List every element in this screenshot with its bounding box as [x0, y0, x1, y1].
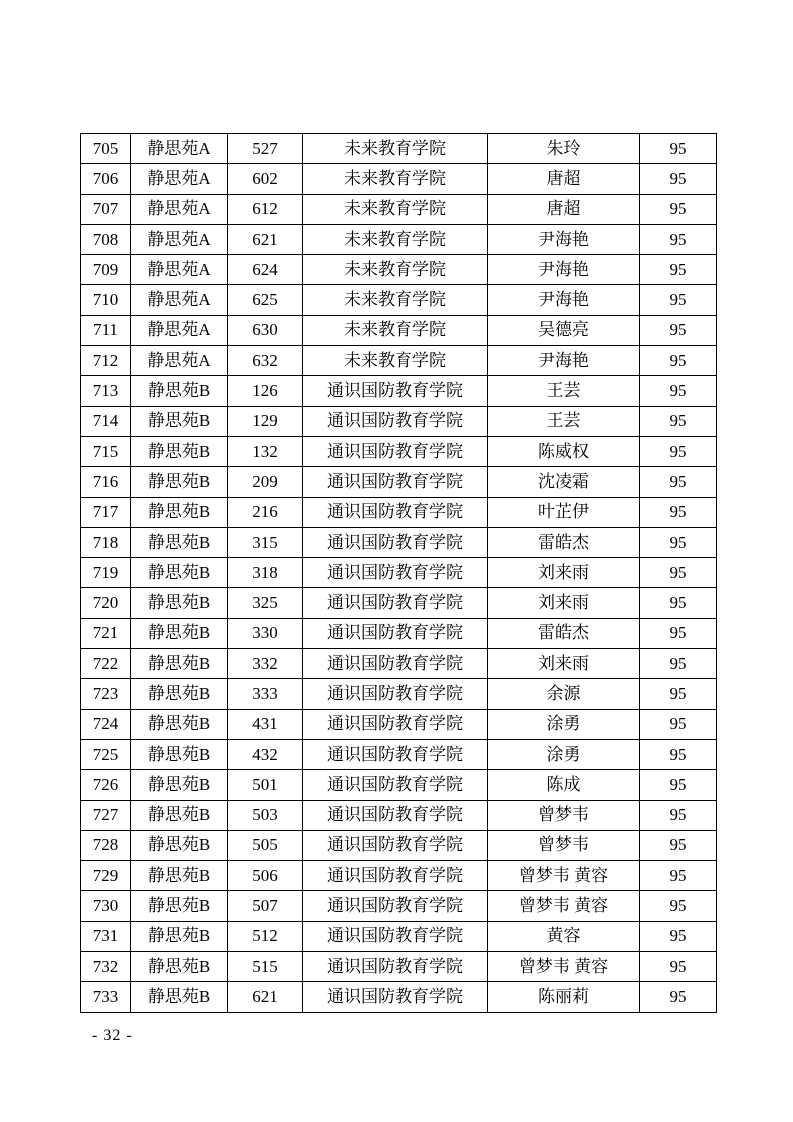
- score-cell: 95: [640, 497, 717, 527]
- responsible-person-cell: 曾梦韦 黄容: [488, 891, 640, 921]
- dormitory-score-table: [80, 133, 717, 1013]
- row-number-cell: 731: [81, 921, 131, 951]
- responsible-person-cell: 朱玲: [488, 134, 640, 164]
- responsible-person-cell: 陈威权: [488, 436, 640, 466]
- score-cell: 95: [640, 952, 717, 982]
- room-number-cell: 432: [228, 739, 303, 769]
- table-row: [81, 618, 717, 648]
- table-row: [81, 406, 717, 436]
- building-cell: 静思苑B: [131, 558, 228, 588]
- building-cell: 静思苑A: [131, 164, 228, 194]
- table-row: [81, 679, 717, 709]
- row-number-cell: 733: [81, 982, 131, 1012]
- room-number-cell: 512: [228, 921, 303, 951]
- building-cell: 静思苑B: [131, 830, 228, 860]
- table-row: [81, 709, 717, 739]
- responsible-person-cell: 曾梦韦: [488, 830, 640, 860]
- responsible-person-cell: 黄容: [488, 921, 640, 951]
- building-cell: 静思苑A: [131, 224, 228, 254]
- row-number-cell: 730: [81, 891, 131, 921]
- college-cell: 通识国防教育学院: [303, 982, 488, 1012]
- score-cell: 95: [640, 861, 717, 891]
- room-number-cell: 505: [228, 830, 303, 860]
- college-cell: 通识国防教育学院: [303, 497, 488, 527]
- college-cell: 通识国防教育学院: [303, 861, 488, 891]
- row-number-cell: 719: [81, 558, 131, 588]
- responsible-person-cell: 刘来雨: [488, 588, 640, 618]
- building-cell: 静思苑B: [131, 770, 228, 800]
- building-cell: 静思苑A: [131, 315, 228, 345]
- table-row: [81, 649, 717, 679]
- responsible-person-cell: 陈丽莉: [488, 982, 640, 1012]
- table-row: [81, 861, 717, 891]
- responsible-person-cell: 唐超: [488, 194, 640, 224]
- college-cell: 通识国防教育学院: [303, 830, 488, 860]
- building-cell: 静思苑B: [131, 376, 228, 406]
- college-cell: 通识国防教育学院: [303, 649, 488, 679]
- responsible-person-cell: 涂勇: [488, 739, 640, 769]
- college-cell: 通识国防教育学院: [303, 588, 488, 618]
- college-cell: 通识国防教育学院: [303, 770, 488, 800]
- college-cell: 通识国防教育学院: [303, 800, 488, 830]
- building-cell: 静思苑B: [131, 467, 228, 497]
- row-number-cell: 717: [81, 497, 131, 527]
- college-cell: 通识国防教育学院: [303, 921, 488, 951]
- table-row: [81, 285, 717, 315]
- college-cell: 通识国防教育学院: [303, 709, 488, 739]
- room-number-cell: 506: [228, 861, 303, 891]
- table-row: [81, 982, 717, 1012]
- row-number-cell: 720: [81, 588, 131, 618]
- college-cell: 通识国防教育学院: [303, 739, 488, 769]
- college-cell: 未来教育学院: [303, 224, 488, 254]
- score-cell: 95: [640, 679, 717, 709]
- score-cell: 95: [640, 285, 717, 315]
- score-cell: 95: [640, 618, 717, 648]
- row-number-cell: 708: [81, 224, 131, 254]
- score-cell: 95: [640, 830, 717, 860]
- row-number-cell: 713: [81, 376, 131, 406]
- building-cell: 静思苑B: [131, 891, 228, 921]
- building-cell: 静思苑B: [131, 649, 228, 679]
- college-cell: 通识国防教育学院: [303, 558, 488, 588]
- college-cell: 通识国防教育学院: [303, 436, 488, 466]
- building-cell: 静思苑B: [131, 406, 228, 436]
- responsible-person-cell: 王芸: [488, 376, 640, 406]
- responsible-person-cell: 尹海艳: [488, 224, 640, 254]
- table-row: [81, 952, 717, 982]
- building-cell: 静思苑B: [131, 679, 228, 709]
- room-number-cell: 129: [228, 406, 303, 436]
- score-cell: 95: [640, 800, 717, 830]
- room-number-cell: 216: [228, 497, 303, 527]
- room-number-cell: 625: [228, 285, 303, 315]
- row-number-cell: 728: [81, 830, 131, 860]
- college-cell: 通识国防教育学院: [303, 679, 488, 709]
- college-cell: 通识国防教育学院: [303, 891, 488, 921]
- room-number-cell: 612: [228, 194, 303, 224]
- building-cell: 静思苑B: [131, 709, 228, 739]
- table-row: [81, 891, 717, 921]
- score-cell: 95: [640, 709, 717, 739]
- room-number-cell: 621: [228, 224, 303, 254]
- table-row: [81, 527, 717, 557]
- college-cell: 未来教育学院: [303, 255, 488, 285]
- table-row: [81, 467, 717, 497]
- building-cell: 静思苑B: [131, 618, 228, 648]
- table-row: [81, 588, 717, 618]
- building-cell: 静思苑B: [131, 952, 228, 982]
- room-number-cell: 621: [228, 982, 303, 1012]
- responsible-person-cell: 唐超: [488, 164, 640, 194]
- college-cell: 未来教育学院: [303, 194, 488, 224]
- score-cell: 95: [640, 315, 717, 345]
- score-cell: 95: [640, 346, 717, 376]
- row-number-cell: 722: [81, 649, 131, 679]
- room-number-cell: 630: [228, 315, 303, 345]
- responsible-person-cell: 尹海艳: [488, 255, 640, 285]
- room-number-cell: 431: [228, 709, 303, 739]
- room-number-cell: 632: [228, 346, 303, 376]
- room-number-cell: 332: [228, 649, 303, 679]
- college-cell: 通识国防教育学院: [303, 952, 488, 982]
- table-row: [81, 830, 717, 860]
- building-cell: 静思苑B: [131, 921, 228, 951]
- row-number-cell: 712: [81, 346, 131, 376]
- responsible-person-cell: 曾梦韦: [488, 800, 640, 830]
- row-number-cell: 705: [81, 134, 131, 164]
- responsible-person-cell: 刘来雨: [488, 558, 640, 588]
- score-cell: 95: [640, 558, 717, 588]
- room-number-cell: 330: [228, 618, 303, 648]
- row-number-cell: 707: [81, 194, 131, 224]
- row-number-cell: 726: [81, 770, 131, 800]
- responsible-person-cell: 雷皓杰: [488, 527, 640, 557]
- responsible-person-cell: 尹海艳: [488, 346, 640, 376]
- table-row: [81, 376, 717, 406]
- room-number-cell: 501: [228, 770, 303, 800]
- room-number-cell: 602: [228, 164, 303, 194]
- score-cell: 95: [640, 649, 717, 679]
- room-number-cell: 315: [228, 527, 303, 557]
- table-row: [81, 315, 717, 345]
- score-cell: 95: [640, 588, 717, 618]
- row-number-cell: 732: [81, 952, 131, 982]
- table-row: [81, 739, 717, 769]
- row-number-cell: 709: [81, 255, 131, 285]
- college-cell: 通识国防教育学院: [303, 527, 488, 557]
- room-number-cell: 503: [228, 800, 303, 830]
- room-number-cell: 318: [228, 558, 303, 588]
- row-number-cell: 714: [81, 406, 131, 436]
- responsible-person-cell: 叶芷伊: [488, 497, 640, 527]
- building-cell: 静思苑B: [131, 436, 228, 466]
- row-number-cell: 725: [81, 739, 131, 769]
- row-number-cell: 718: [81, 527, 131, 557]
- building-cell: 静思苑A: [131, 194, 228, 224]
- row-number-cell: 706: [81, 164, 131, 194]
- score-cell: 95: [640, 770, 717, 800]
- table-row: [81, 497, 717, 527]
- table-row: [81, 194, 717, 224]
- row-number-cell: 727: [81, 800, 131, 830]
- table-row: [81, 164, 717, 194]
- score-cell: 95: [640, 467, 717, 497]
- responsible-person-cell: 吴德亮: [488, 315, 640, 345]
- row-number-cell: 715: [81, 436, 131, 466]
- responsible-person-cell: 陈成: [488, 770, 640, 800]
- building-cell: 静思苑B: [131, 800, 228, 830]
- score-cell: 95: [640, 921, 717, 951]
- building-cell: 静思苑B: [131, 527, 228, 557]
- responsible-person-cell: 余源: [488, 679, 640, 709]
- table-body: [81, 134, 717, 1013]
- college-cell: 通识国防教育学院: [303, 467, 488, 497]
- building-cell: 静思苑A: [131, 134, 228, 164]
- row-number-cell: 710: [81, 285, 131, 315]
- score-cell: 95: [640, 891, 717, 921]
- score-cell: 95: [640, 406, 717, 436]
- table-row: [81, 921, 717, 951]
- row-number-cell: 711: [81, 315, 131, 345]
- room-number-cell: 132: [228, 436, 303, 466]
- row-number-cell: 721: [81, 618, 131, 648]
- responsible-person-cell: 曾梦韦 黄容: [488, 861, 640, 891]
- college-cell: 通识国防教育学院: [303, 376, 488, 406]
- table-row: [81, 770, 717, 800]
- score-cell: 95: [640, 255, 717, 285]
- table-row: [81, 255, 717, 285]
- row-number-cell: 729: [81, 861, 131, 891]
- room-number-cell: 507: [228, 891, 303, 921]
- score-cell: 95: [640, 527, 717, 557]
- room-number-cell: 126: [228, 376, 303, 406]
- row-number-cell: 716: [81, 467, 131, 497]
- room-number-cell: 527: [228, 134, 303, 164]
- page-number: - 32 -: [92, 1027, 133, 1044]
- building-cell: 静思苑A: [131, 255, 228, 285]
- table-row: [81, 558, 717, 588]
- room-number-cell: 515: [228, 952, 303, 982]
- responsible-person-cell: 尹海艳: [488, 285, 640, 315]
- room-number-cell: 325: [228, 588, 303, 618]
- score-cell: 95: [640, 164, 717, 194]
- responsible-person-cell: 雷皓杰: [488, 618, 640, 648]
- score-cell: 95: [640, 982, 717, 1012]
- table-row: [81, 134, 717, 164]
- building-cell: 静思苑B: [131, 739, 228, 769]
- responsible-person-cell: 曾梦韦 黄容: [488, 952, 640, 982]
- college-cell: 未来教育学院: [303, 134, 488, 164]
- building-cell: 静思苑B: [131, 588, 228, 618]
- table-row: [81, 800, 717, 830]
- score-cell: 95: [640, 224, 717, 254]
- row-number-cell: 723: [81, 679, 131, 709]
- building-cell: 静思苑B: [131, 982, 228, 1012]
- row-number-cell: 724: [81, 709, 131, 739]
- responsible-person-cell: 刘来雨: [488, 649, 640, 679]
- score-cell: 95: [640, 376, 717, 406]
- building-cell: 静思苑A: [131, 285, 228, 315]
- table-row: [81, 224, 717, 254]
- table-row: [81, 346, 717, 376]
- responsible-person-cell: 沈凌霜: [488, 467, 640, 497]
- building-cell: 静思苑B: [131, 497, 228, 527]
- building-cell: 静思苑B: [131, 861, 228, 891]
- college-cell: 通识国防教育学院: [303, 618, 488, 648]
- responsible-person-cell: 王芸: [488, 406, 640, 436]
- table-row: [81, 436, 717, 466]
- college-cell: 未来教育学院: [303, 346, 488, 376]
- score-cell: 95: [640, 436, 717, 466]
- college-cell: 未来教育学院: [303, 164, 488, 194]
- responsible-person-cell: 涂勇: [488, 709, 640, 739]
- score-cell: 95: [640, 194, 717, 224]
- room-number-cell: 209: [228, 467, 303, 497]
- college-cell: 通识国防教育学院: [303, 406, 488, 436]
- score-cell: 95: [640, 134, 717, 164]
- room-number-cell: 333: [228, 679, 303, 709]
- college-cell: 未来教育学院: [303, 315, 488, 345]
- score-cell: 95: [640, 739, 717, 769]
- room-number-cell: 624: [228, 255, 303, 285]
- building-cell: 静思苑A: [131, 346, 228, 376]
- college-cell: 未来教育学院: [303, 285, 488, 315]
